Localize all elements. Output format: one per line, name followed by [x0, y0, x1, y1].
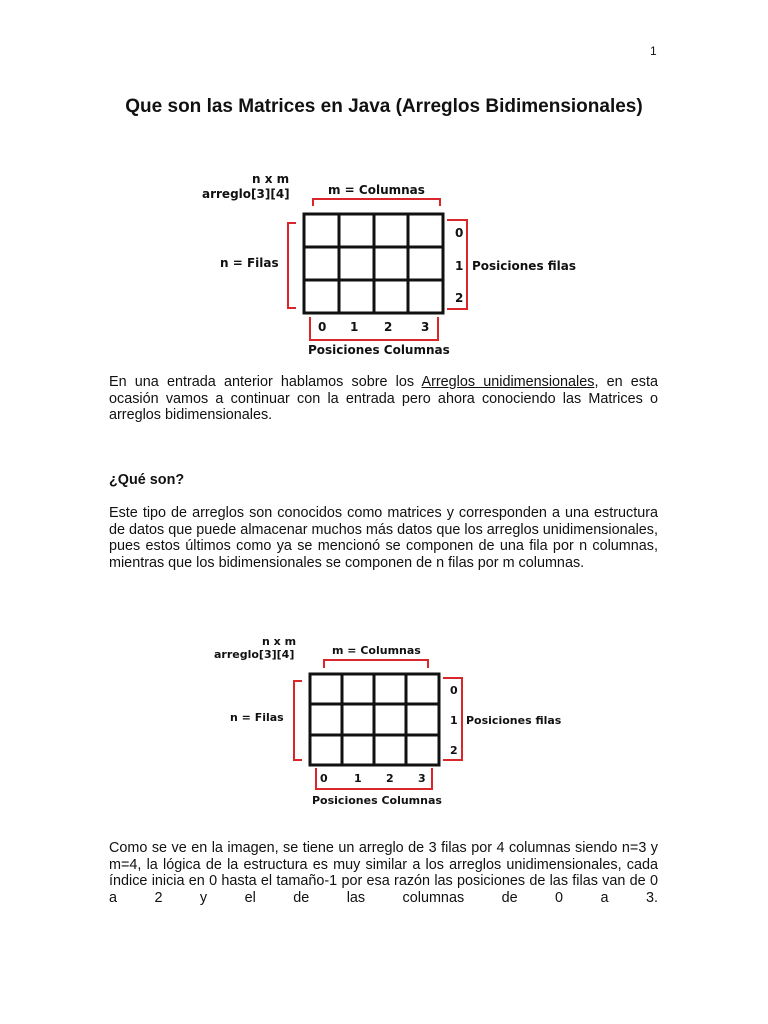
explanation-paragraph: Como se ve en la imagen, se tiene un arreglo de 3 filas por 4 columnas siendo n=3 y m=4, la lógica de la estructura es muy similar a los arreglos unidimensionales, cada índice inicia en 0 hasta el tamaño-1 por esa razón las posiciones de las filas van de 0 a 2 y el de las columnas de 0 a 3.: [109, 840, 658, 906]
row-index: 2: [450, 744, 458, 757]
row-positions-label: Posiciones filas: [472, 259, 577, 273]
col-index: 1: [354, 772, 362, 785]
matrix-diagram-2: [206, 630, 586, 812]
dims-label: n x m: [252, 172, 290, 186]
dims-label: n x m: [262, 635, 297, 648]
rows-bracket: [294, 681, 302, 760]
row-positions-label: Posiciones filas: [466, 714, 562, 727]
rows-bracket: [288, 223, 296, 308]
col-positions-bracket: [316, 768, 432, 789]
intro-paragraph: [109, 374, 658, 424]
row-index: 1: [455, 259, 464, 273]
col-index: 1: [350, 320, 359, 334]
definition-paragraph: Este tipo de arreglos son conocidos como matrices y corresponden a una estructura de datos que puede almacenar muchos más datos que los arreglos unidimensionales, pues estos últimos como ya se mencionó se componen de una fila por n columnas, mientras que los bidimensionales se componen de n filas por m columnas.: [109, 505, 658, 571]
array-label: arreglo[3][4]: [202, 187, 290, 201]
col-index: 0: [318, 320, 327, 334]
col-positions-label: Posiciones Columnas: [308, 343, 450, 357]
cols-label: m = Columnas: [332, 644, 421, 657]
matrix-diagram-1: [196, 168, 586, 360]
col-positions-bracket: [310, 317, 438, 340]
row-index: 0: [450, 684, 458, 697]
cols-label: m = Columnas: [328, 183, 425, 197]
col-index: 2: [384, 320, 393, 334]
rows-label: n = Filas: [220, 256, 279, 270]
cols-bracket: [324, 660, 428, 668]
page-title: Que son las Matrices en Java (Arreglos Bidimensionales): [125, 96, 643, 117]
col-index: 3: [418, 772, 426, 785]
unidimensional-arrays-link[interactable]: Arreglos unidimensionales: [421, 374, 595, 390]
cols-bracket: [313, 199, 440, 206]
intro-text-before: En una entrada anterior hablamos sobre los: [109, 374, 422, 390]
matrix-grid: [310, 674, 439, 765]
row-index: 0: [455, 226, 464, 240]
col-positions-label: Posiciones Columnas: [312, 794, 442, 807]
row-index: 2: [455, 291, 464, 305]
section-heading: ¿Qué son?: [109, 472, 185, 488]
page-number: 1: [650, 44, 657, 58]
rows-label: n = Filas: [230, 711, 284, 724]
matrix-grid: [304, 214, 443, 313]
intro-text-after: , en esta ocasión vamos a continuar con la entrada pero ahora conociendo las Matrices o arreglos bidimensionales.: [109, 374, 659, 423]
row-index: 1: [450, 714, 458, 727]
array-label: arreglo[3][4]: [214, 648, 295, 661]
col-index: 2: [386, 772, 394, 785]
col-index: 0: [320, 772, 328, 785]
col-index: 3: [421, 320, 430, 334]
